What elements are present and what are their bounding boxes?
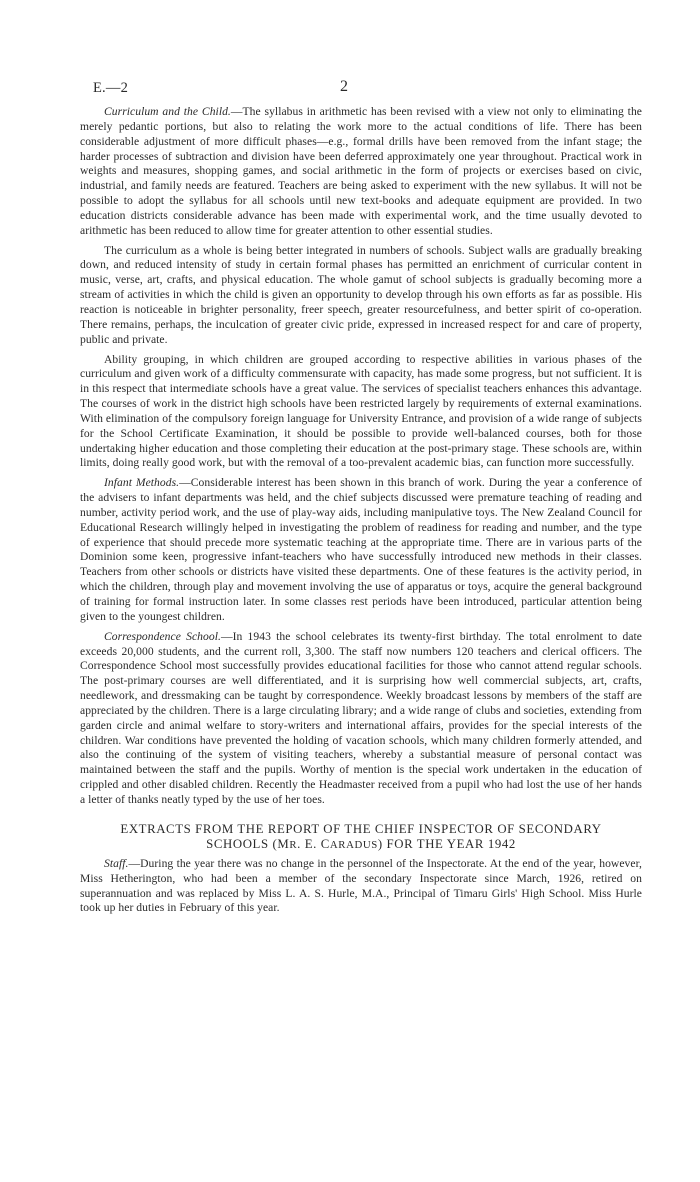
paragraph-infant-methods [80, 476, 642, 624]
extracts-heading-line-1: EXTRACTS FROM THE REPORT OF THE CHIEF INSPECTOR OF SECONDARY [120, 821, 602, 836]
document-reference: E.—2 [93, 80, 129, 96]
heading-part: SCHOOLS (M [206, 836, 290, 851]
section-heading-curriculum: Curriculum and the Child. [104, 105, 231, 118]
section-heading-correspondence-school: Correspondence School. [104, 629, 221, 643]
paragraph-curriculum [80, 105, 642, 239]
paragraph-integration: The curriculum as a whole is being better integrated in numbers of schools. Subject walls are gradually breaking down, and reduced intensity of study in certain formal phases has permitted an enrichment of curricular content in music, verse, art, crafts, and physical education. The whole gamut of school subjects is gradually becoming more a stream of activities in which the child is given an opportunity to develop through his own efforts as far as possible. His reaction is noticeable in brighter personality, freer speech, greater resourcefulness, and better spirit of co-operation. There remains, perhaps, the inculcation of greater civic pride, expressed in increased respect for and care of property, public and private. [80, 243, 642, 346]
extracts-heading-line-2 [80, 837, 642, 853]
paragraph-staff [80, 857, 642, 916]
heading-part: . E. C [297, 836, 330, 851]
paragraph-text: —Considerable interest has been shown in this branch of work. During the year a conference of the advisers to infant departments was held, and the chief subjects discussed were premature teaching of reading and number, activity period work, and the use of play-way aids, including manipulative toys. The New Zealand Council for Educational Research willingly helped in investigating the problem of readiness for reading and number, and the type of experience that should precede more systematic teaching at the appropriate time. There are in various parts of the Dominion some keen, progressive infant-teachers who have successfully introduced new methods in their classes. Teachers from other schools or districts have visited these departments. One of these features is the activity period, in which the children, through play and movement involving the use of apparatus or toys, acquire the general background of training for formal instruction later. In some classes rest periods have been introduced, particular attention being given to the youngest children. [80, 476, 642, 623]
paragraph-correspondence-school [80, 630, 642, 808]
section-heading-staff: Staff. [104, 856, 129, 870]
paragraph-ability-grouping: Ability grouping, in which children are grouped according to respective abilities in various phases of the curriculum and given work of a difficulty commensurate with capacity, has made some progress, but not sufficient. It is in this respect that intermediate schools have a great value. The services of specialist teachers enhances this advantage. The courses of work in the district high schools have been restricted largely by requirements of external examinations. With elimination of the compulsory foreign language for University Entrance, and provision of a wide range of subjects for the School Certificate Examination, it should be possible to provide well-balanced courses, both for those undertaking higher education and those completing their education at the post-primary stage. These schools are, within limits, doing really good work, but with the removal of a too-prevalent academic bias, can function more successfully. [80, 352, 642, 470]
heading-part-smallcaps: ARADUS [329, 838, 378, 851]
document-body [80, 105, 642, 916]
heading-part-smallcaps: R [289, 838, 298, 851]
paragraph-text: —During the year there was no change in the personnel of the Inspectorate. At the end of the year, however, Miss Hetherington, who had been a member of the secondary Inspectorate since March, 1926, retired on superannuation and was replaced by Miss L. A. S. Hurle, M.A., Principal of Timaru Girls' High School. Miss Hurle took up her duties in February of this year. [80, 856, 642, 915]
section-heading-infant-methods: Infant Methods. [104, 476, 180, 490]
extracts-heading [80, 822, 642, 853]
paragraph-text: —The syllabus in arithmetic has been revised with a view not only to eliminating the merely pedantic portions, but also to relating the work more to the actual conditions of life. There has been considerable adjustment of more difficult phases—e.g., formal drills have been removed from the infant stage; the harder processes of subtraction and division have been deferred approximately one year throughout. Practical work in weights and measures, shopping games, and social arithmetic in the form of projects or exercises based on civic, industrial, and family needs are featured. Teachers are being asked to experiment with the new syllabus. It will not be possible to adopt the syllabus for all schools until new text-books and adequate equipment are provided. In two education districts considerable advance has been made with experimental work, and the time usually devoted to arithmetic has been reduced to allow time for greater attention to other essential studies. [80, 105, 642, 237]
paragraph-text: —In 1943 the school celebrates its twenty-first birthday. The total enrolment to date exceeds 20,000 students, and the current roll, 3,300. The staff now numbers 120 teachers and clerical officers. The Correspondence School most successfully provides educational facilities for those who cannot attend regular schools. The post-primary courses are well differentiated, and it is surprising how well commercial subjects, art, crafts, needlework, and dressmaking can be taught by correspondence. Weekly broadcast lessons by members of the staff are appreciated by the children. There is a large circulating library; and a wide range of clubs and societies, extending from garden circle and animal welfare to story-writers and international affairs, provides for the special interests of the children. War conditions have prevented the holding of vacation schools, which many children formerly attended, and also the continuing of the system of visiting teachers, whereby a substantial measure of personal contact was maintained between the staff and the pupils. Worthy of mention is the special work undertaken in the education of crippled and other disabled children. Recently the Headmaster received from a pupil who had lost the use of her hands a letter of thanks neatly typed by the use of her toes. [80, 629, 643, 806]
heading-part: ) FOR THE YEAR 1942 [377, 836, 516, 851]
page-number: 2 [340, 78, 348, 95]
